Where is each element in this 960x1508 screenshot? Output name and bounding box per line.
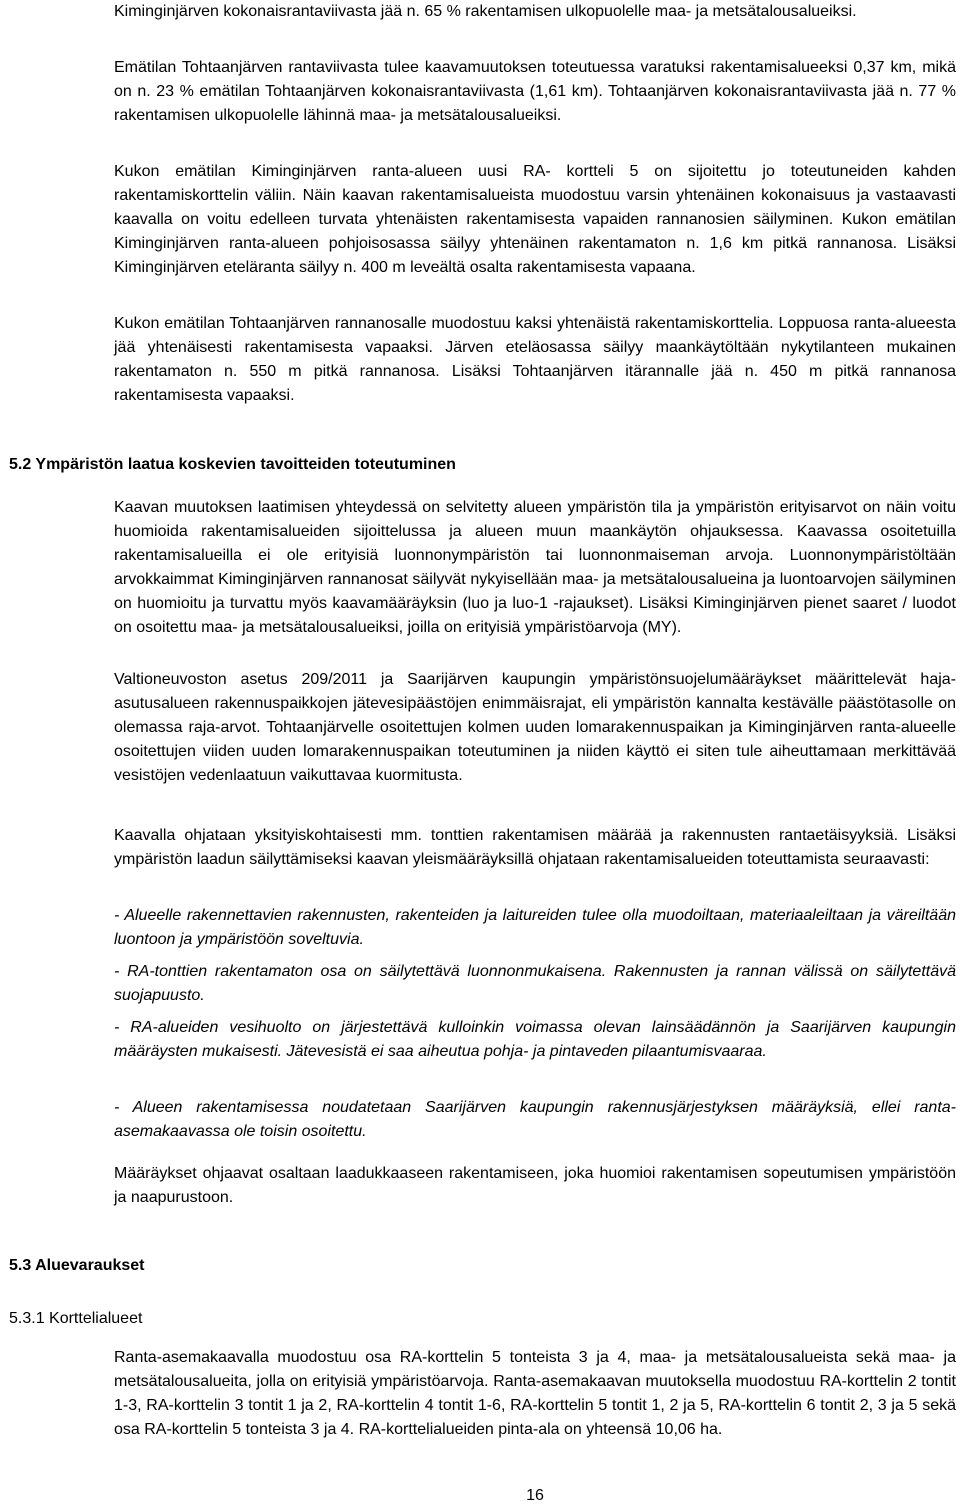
- rule-list-item: - RA-tonttien rakentamaton osa on säilytettävä luonnonmukaisena. Rakennusten ja rannan välissä on säilytettävä suojapuusto.: [114, 963, 956, 1004]
- section-5-2-paragraph-3: Kaavalla ohjataan yksityiskohtaisesti mm. tonttien rakentamisen määrää ja rakennusten rantaetäisyyksiä. Lisäksi ympäristön laadun säilyttämiseksi kaavan yleismääräyksillä ohjataan rakentamisalueiden toteuttamista seuraavasti:: [114, 827, 956, 868]
- intro-paragraph-3: Kukon emätilan Kiminginjärven ranta-alueen uusi RA- kortteli 5 on sijoitettu jo toteutuneiden kahden rakentamiskorttelin väliin. Näin kaavan rakentamisalueista muodostuu varsin yhtenäinen kokonaisuus ja vastaavasti kaavalla on voitu edelleen turvata yhtenäisten rakentamisesta vapaiden rannanosien säilyminen. Kukon emätilan Kiminginjärven ranta-alueen pohjoisosassa säilyy yhtenäinen rakentamaton n. 1,6 km pitkä rannanosa. Lisäksi Kiminginjärven eteläranta säilyy n. 400 m leveältä osalta rakentamisesta vapaana.: [114, 163, 956, 276]
- rule-list-item: - Alueelle rakennettavien rakennusten, rakenteiden ja laitureiden tulee olla muodoiltaan, materiaaleiltaan ja väreiltään luontoon ja ympäristöön soveltuvia.: [114, 907, 956, 948]
- rule-list-item: - Alueen rakentamisessa noudatetaan Saarijärven kaupungin rakennusjärjestyksen määräyksiä, ellei ranta-asemakaavassa ole toisin osoitettu.: [114, 1099, 956, 1140]
- section-5-2-heading: 5.2 Ympäristön laatua koskevien tavoitteiden toteutuminen: [9, 456, 456, 473]
- section-5-3-heading: 5.3 Aluevaraukset: [9, 1257, 145, 1274]
- rule-list-item: - RA-alueiden vesihuolto on järjestettävä kulloinkin voimassa olevan lainsäädännön ja Saarijärven kaupungin määräysten mukaisesti. Jätevesistä ei saa aiheutua pohja- ja pintaveden pilaantumisvaaraa.: [114, 1019, 956, 1060]
- section-5-3-1-heading: 5.3.1 Korttelialueet: [9, 1310, 143, 1327]
- section-5-2-paragraph-2: Valtioneuvoston asetus 209/2011 ja Saarijärven kaupungin ympäristönsuojelumääräykset määrittelevät haja-asutusalueen rakennuspaikkojen jätevesipäästöjen enimmäisrajat, eli ympäristön kannalta kestävälle päästötasolle on olemassa raja-arvot. Tohtaanjärvelle osoitettujen kolmen uuden lomarakennuspaikan ja Kiminginjärven ranta-alueelle osoitettujen viiden uuden lomarakennuspaikan toteutuminen ja niiden käyttö ei siten tule aiheuttamaan merkittävää vesistöjen vedenlaatuun vaikuttavaa kuormitusta.: [114, 671, 956, 784]
- page-number: 16: [526, 1487, 544, 1504]
- section-5-2-paragraph-4: Määräykset ohjaavat osaltaan laadukkaaseen rakentamiseen, joka huomioi rakentamisen sopeutumisen ympäristöön ja naapurustoon.: [114, 1165, 956, 1206]
- intro-paragraph-1: Kiminginjärven kokonaisrantaviivasta jää n. 65 % rakentamisen ulkopuolelle maa- ja metsätalousalueiksi.: [114, 3, 857, 20]
- intro-paragraph-2: Emätilan Tohtaanjärven rantaviivasta tulee kaavamuutoksen toteutuessa varatuksi rakentamisalueeksi 0,37 km, mikä on n. 23 % emätilan Tohtaanjärven kokonaisrantaviivasta (1,61 km). Tohtaanjärven kokonaisrantaviivasta jää n. 77 % rakentamisen ulkopuolelle lähinnä maa- ja metsätalousalueiksi.: [114, 59, 956, 124]
- intro-paragraph-4: Kukon emätilan Tohtaanjärven rannanosalle muodostuu kaksi yhtenäistä rakentamiskorttelia. Loppuosa ranta-alueesta jää yhtenäisesti rakentamisesta vapaaksi. Järven eteläosassa säilyy maankäytöltään nykytilanteen mukainen rakentamaton n. 550 m pitkä rannanosa. Lisäksi Tohtaanjärven itärannalle jää n. 450 m pitkä rannanosa rakentamisesta vapaaksi.: [114, 315, 956, 404]
- section-5-2-paragraph-1: Kaavan muutoksen laatimisen yhteydessä on selvitetty alueen ympäristön tila ja ympäristön erityisarvot on näin voitu huomioida rakentamisalueiden sijoittelussa ja alueen muun maankäytön ohjauksessa. Kaavassa osoitetuilla rakentamisalueilla ei ole erityisiä luonnonympäristön tai luonnonmaiseman arvoja. Luonnonympäristöltään arvokkaimmat Kiminginjärven rannanosat säilyvät nykyisellään maa- ja metsätalousalueina ja luontoarvojen säilyminen on huomioitu ja turvattu myös kaavamääräyksin (luo ja luo-1 -rajaukset). Lisäksi Kiminginjärven pienet saaret / luodot on osoitettu maa- ja metsätalousalueiksi, joilla on erityisiä ympäristöarvoja (MY).: [114, 499, 956, 636]
- section-5-3-1-paragraph: Ranta-asemakaavalla muodostuu osa RA-korttelin 5 tonteista 3 ja 4, maa- ja metsätalousalueista sekä maa- ja metsätalousalueita, jolla on erityisiä ympäristöarvoja. Ranta-asemakaavan muutoksella muodostuu RA-korttelin 2 tontit 1-3, RA-korttelin 3 tontit 1 ja 2, RA-korttelin 4 tontit 1-6, RA-korttelin 5 tontit 1, 2 ja 5, RA-korttelin 6 tontit 2, 3 ja 5 sekä osa RA-korttelin 5 tonteista 3 ja 4. RA-korttelialueiden pinta-ala on yhteensä 10,06 ha.: [114, 1349, 956, 1438]
